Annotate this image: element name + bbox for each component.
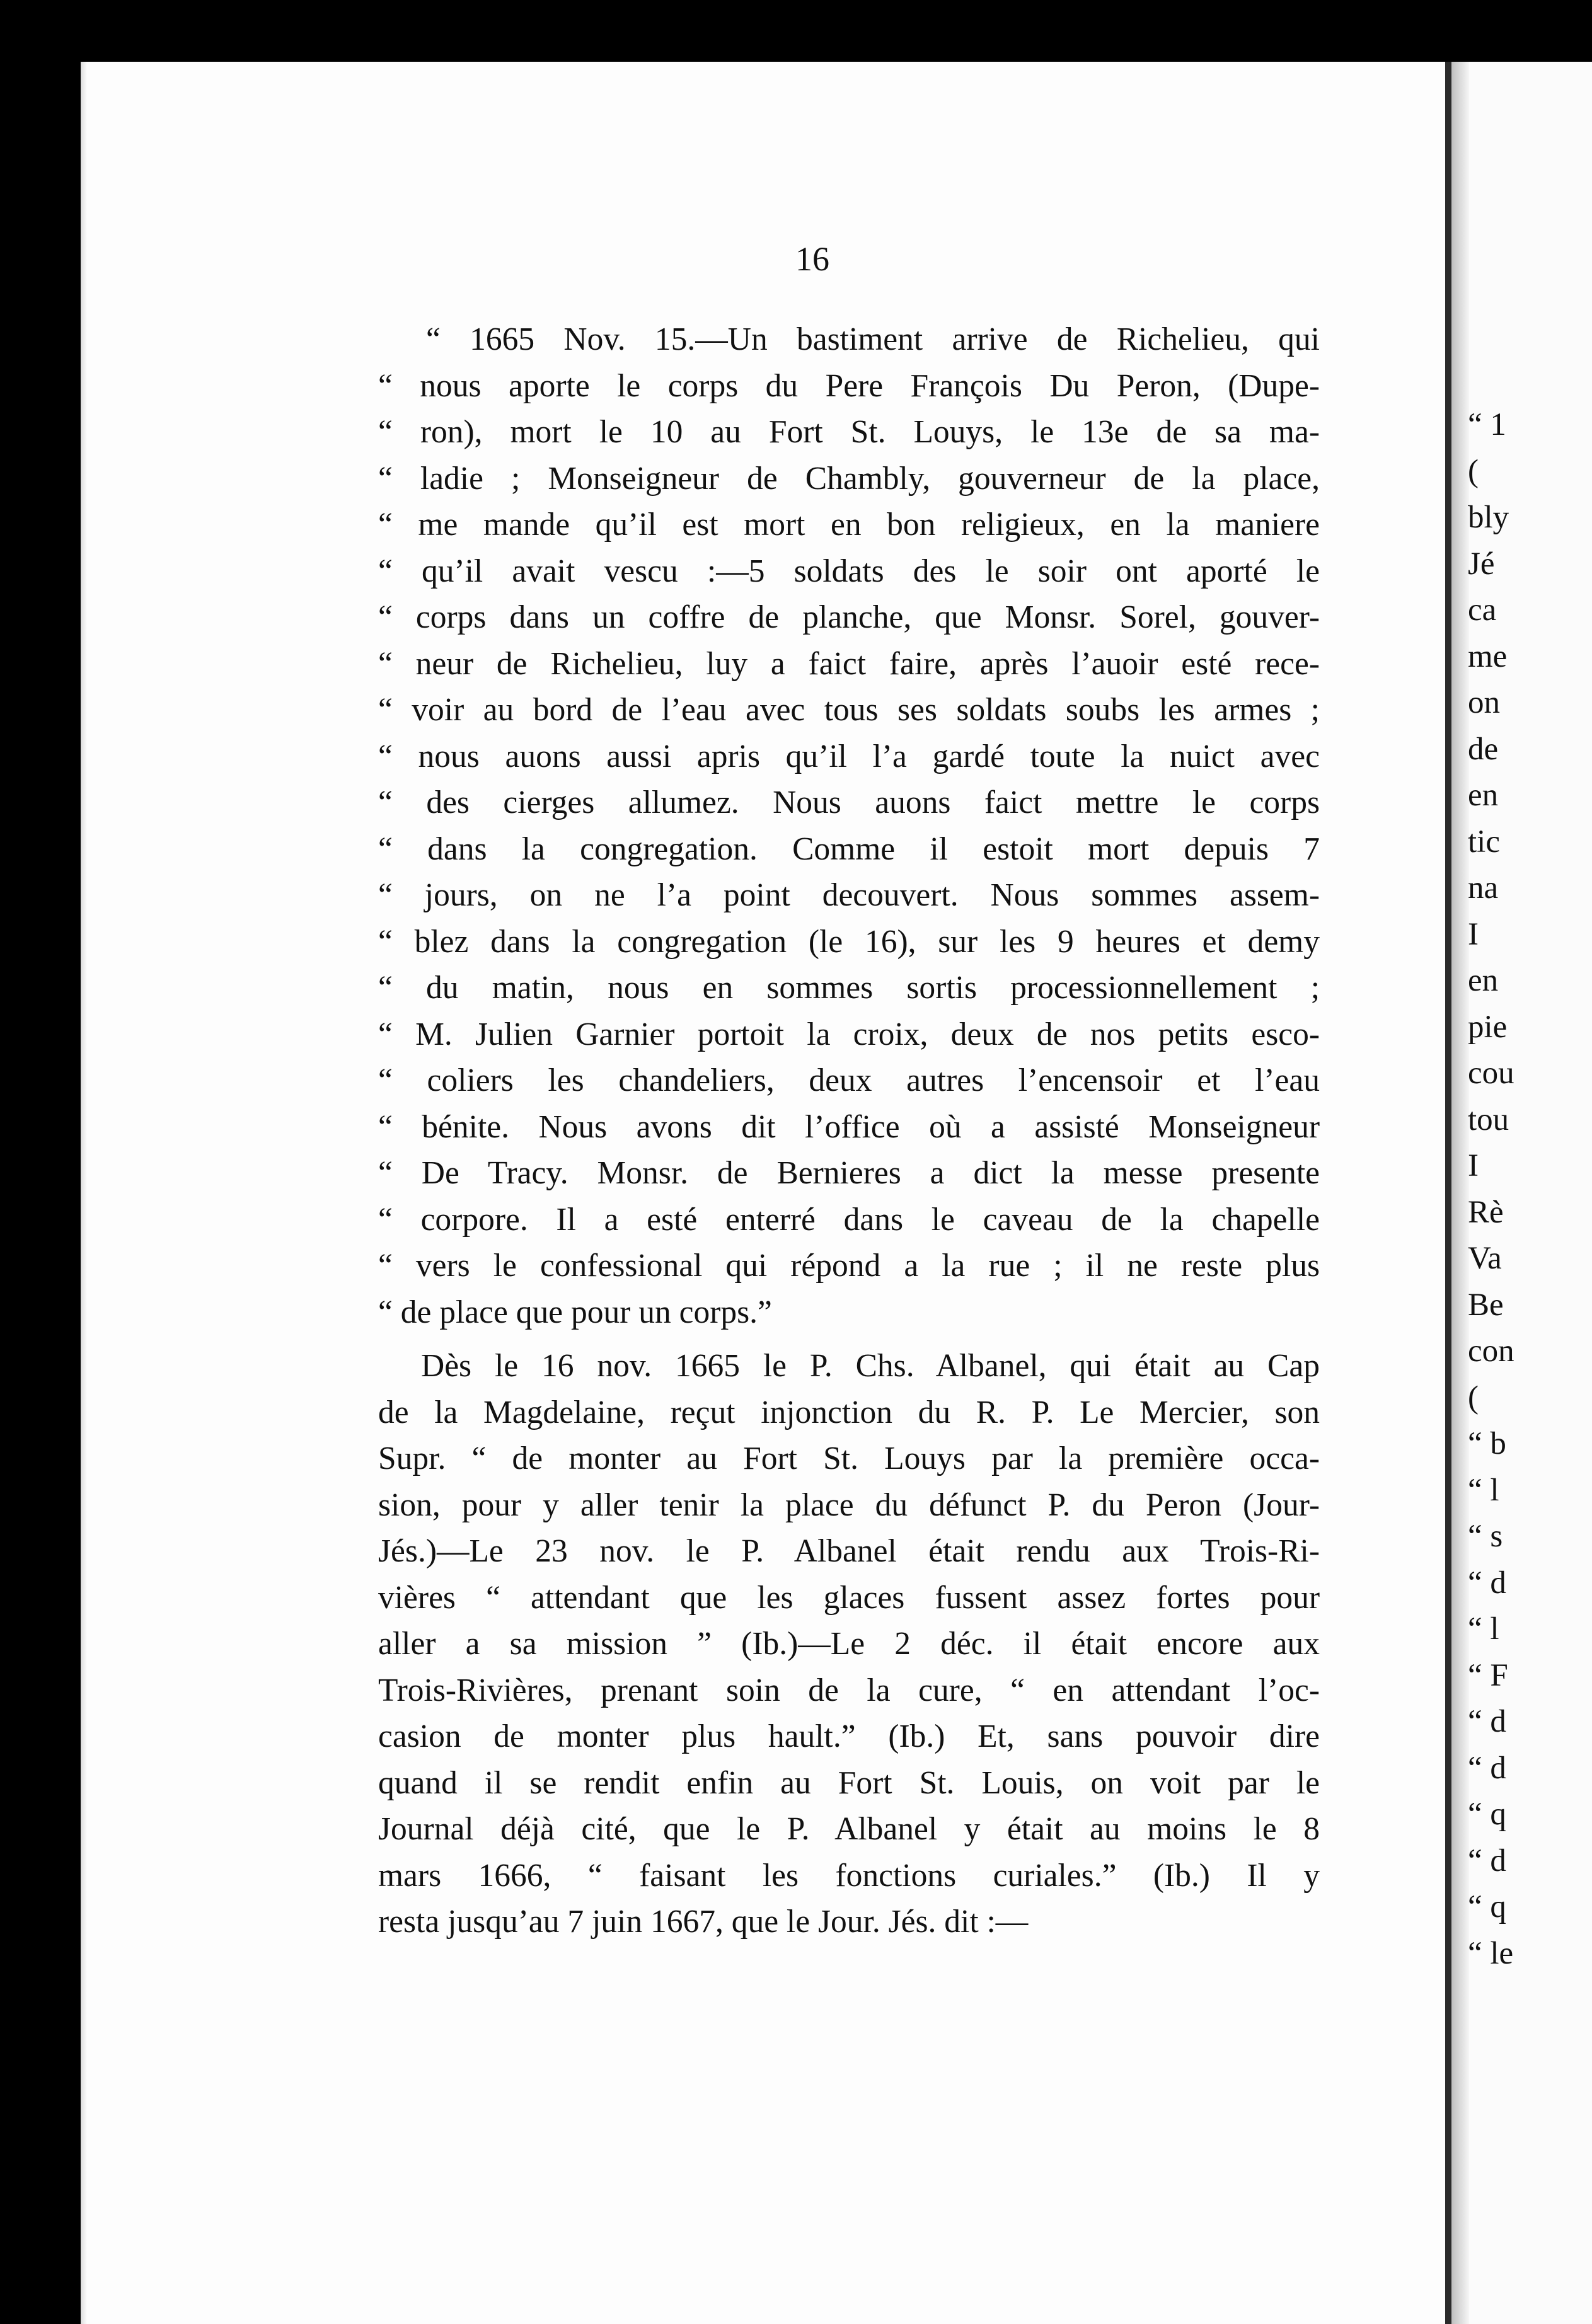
facing-page-fragment: “ q <box>1468 1889 1506 1924</box>
facing-page-fragment: I <box>1468 916 1479 952</box>
quote-line: “ corps dans un coffre de planche, que Monsr. Sorel, gouver- <box>378 599 1320 635</box>
facing-page-fragment: ( <box>1468 1379 1479 1415</box>
facing-page-fragment: “ 1 <box>1468 407 1506 442</box>
quote-line: “ ladie ; Monseigneur de Chambly, gouverneur de la place, <box>378 460 1320 497</box>
facing-page-fragment: ca <box>1468 592 1497 628</box>
facing-page-fragment: ( <box>1468 453 1479 489</box>
quoted-journal-entry <box>378 316 1320 1335</box>
paragraph-line: Supr. “ de monter au Fort St. Louys par la première occa- <box>378 1441 1320 1476</box>
page-fold-shadow <box>1451 62 1469 2324</box>
facing-page-fragment: Be <box>1468 1287 1504 1323</box>
paragraph-line: resta jusqu’au 7 juin 1667, que le Jour. Jés. dit :— <box>378 1904 1029 1940</box>
facing-page-fragment: Rè <box>1468 1194 1504 1230</box>
quote-line: “ bénite. Nous avons dit l’office où a assisté Monseigneur <box>378 1108 1320 1145</box>
quote-line: “ nous aporte le corps du Pere François Du Peron, (Dupe- <box>378 367 1320 404</box>
quote-line: “ voir au bord de l’eau avec tous ses soldats soubs les armes ; <box>378 692 1320 728</box>
quote-line: “ ron), mort le 10 au Fort St. Louys, le 13e de sa ma- <box>378 414 1320 450</box>
facing-page-fragment: “ l <box>1468 1472 1499 1508</box>
facing-page-fragment: “ F <box>1468 1657 1508 1693</box>
quote-line: “ de place que pour un corps.” <box>378 1294 772 1330</box>
quote-line: “ neur de Richelieu, luy a faict faire, après l’auoir esté rece- <box>378 645 1320 682</box>
facing-page-fragment: bly <box>1468 500 1509 535</box>
facing-page-fragment: “ d <box>1468 1750 1506 1786</box>
quote-line: “ vers le confessional qui répond a la rue ; il ne reste plus <box>378 1248 1320 1284</box>
facing-page-fragment: en <box>1468 963 1499 998</box>
page-number-text: 16 <box>795 240 829 278</box>
facing-page-fragment: en <box>1468 778 1499 813</box>
paragraph-line: aller a sa mission ” (Ib.)—Le 2 déc. il était encore aux <box>378 1626 1320 1662</box>
quote-line: “ M. Julien Garnier portoit la croix, deux de nos petits esco- <box>378 1016 1320 1052</box>
facing-page-fragment: “ b <box>1468 1426 1506 1461</box>
quote-line: “ coliers les chandeliers, deux autres l’encensoir et l’eau <box>378 1062 1320 1098</box>
quote-line: “ qu’il avait vescu :—5 soldats des le soir ont aporté le <box>378 553 1320 589</box>
facing-page-fragment: “ l <box>1468 1611 1499 1647</box>
facing-page-fragment: “ d <box>1468 1565 1506 1601</box>
paragraph-line: Journal déjà cité, que le P. Albanel y était au moins le 8 <box>378 1811 1320 1847</box>
facing-page-fragment: I <box>1468 1148 1479 1183</box>
quote-line: “ De Tracy. Monsr. de Bernieres a dict la messe presente <box>378 1155 1320 1191</box>
quote-line: “ des cierges allumez. Nous auons faict mettre le corps <box>378 785 1320 820</box>
quote-line: “ blez dans la congregation (le 16), sur les 9 heures et demy <box>378 923 1320 960</box>
facing-page-fragment: tic <box>1468 824 1500 860</box>
facing-page-text <box>1468 402 1514 1977</box>
paragraph-line: mars 1666, “ faisant les fonctions curiales.” (Ib.) Il y <box>378 1857 1320 1894</box>
body-paragraph <box>378 1343 1320 1945</box>
facing-page-fragment: con <box>1468 1333 1514 1369</box>
facing-page-fragment: me <box>1468 638 1508 674</box>
quote-line: “ 1665 Nov. 15.—Un bastiment arrive de Richelieu, qui <box>426 321 1320 357</box>
facing-page-fragment: “ q <box>1468 1797 1506 1832</box>
facing-page-fragment: “ le <box>1468 1935 1514 1971</box>
paragraph-line: Dès le 16 nov. 1665 le P. Chs. Albanel, qui était au Cap <box>421 1348 1320 1384</box>
facing-page-fragment: Va <box>1468 1241 1502 1276</box>
paragraph-line: de la Magdelaine, reçut injonction du R. P. Le Mercier, son <box>378 1394 1320 1430</box>
facing-page-fragment: cou <box>1468 1056 1514 1091</box>
facing-page-fragment: “ d <box>1468 1704 1506 1739</box>
quote-line: “ nous auons aussi apris qu’il l’a gardé toute la nuict avec <box>378 738 1320 774</box>
facing-page-fragment: pie <box>1468 1009 1508 1045</box>
paragraph-line: quand il se rendit enfin au Fort St. Louis, on voit par le <box>378 1764 1320 1801</box>
quote-line: “ jours, on ne l’a point decouvert. Nous sommes assem- <box>378 877 1320 913</box>
facing-page-fragment: Jé <box>1468 546 1495 582</box>
facing-page-fragment: on <box>1468 685 1500 720</box>
quote-line: “ dans la congregation. Comme il estoit mort depuis 7 <box>378 831 1320 867</box>
paragraph-line: Trois-Rivières, prenant soin de la cure, “ en attendant l’oc- <box>378 1672 1320 1708</box>
facing-page-fragment: “ d <box>1468 1843 1506 1878</box>
right-page <box>1451 62 1592 2324</box>
quote-line: “ corpore. Il a esté enterré dans le caveau de la chapelle <box>378 1201 1320 1238</box>
quote-line: “ me mande qu’il est mort en bon religieux, en la maniere <box>378 507 1320 543</box>
facing-page-fragment: de <box>1468 731 1499 767</box>
facing-page-fragment: “ s <box>1468 1519 1503 1554</box>
paragraph-line: casion de monter plus hault.” (Ib.) Et, sans pouvoir dire <box>378 1718 1320 1754</box>
paragraph-line: vières “ attendant que les glaces fussent assez fortes pour <box>378 1579 1320 1616</box>
facing-page-fragment: tou <box>1468 1102 1509 1137</box>
page-number <box>0 239 1592 279</box>
facing-page-fragment: na <box>1468 870 1499 906</box>
paragraph-line: Jés.)—Le 23 nov. le P. Albanel était rendu aux Trois-Ri- <box>378 1533 1320 1569</box>
quote-line: “ du matin, nous en sommes sortis processionnellement ; <box>378 970 1320 1006</box>
book-gutter <box>1445 62 1451 2324</box>
paragraph-line: sion, pour y aller tenir la place du défunct P. du Peron (Jour- <box>378 1487 1320 1523</box>
